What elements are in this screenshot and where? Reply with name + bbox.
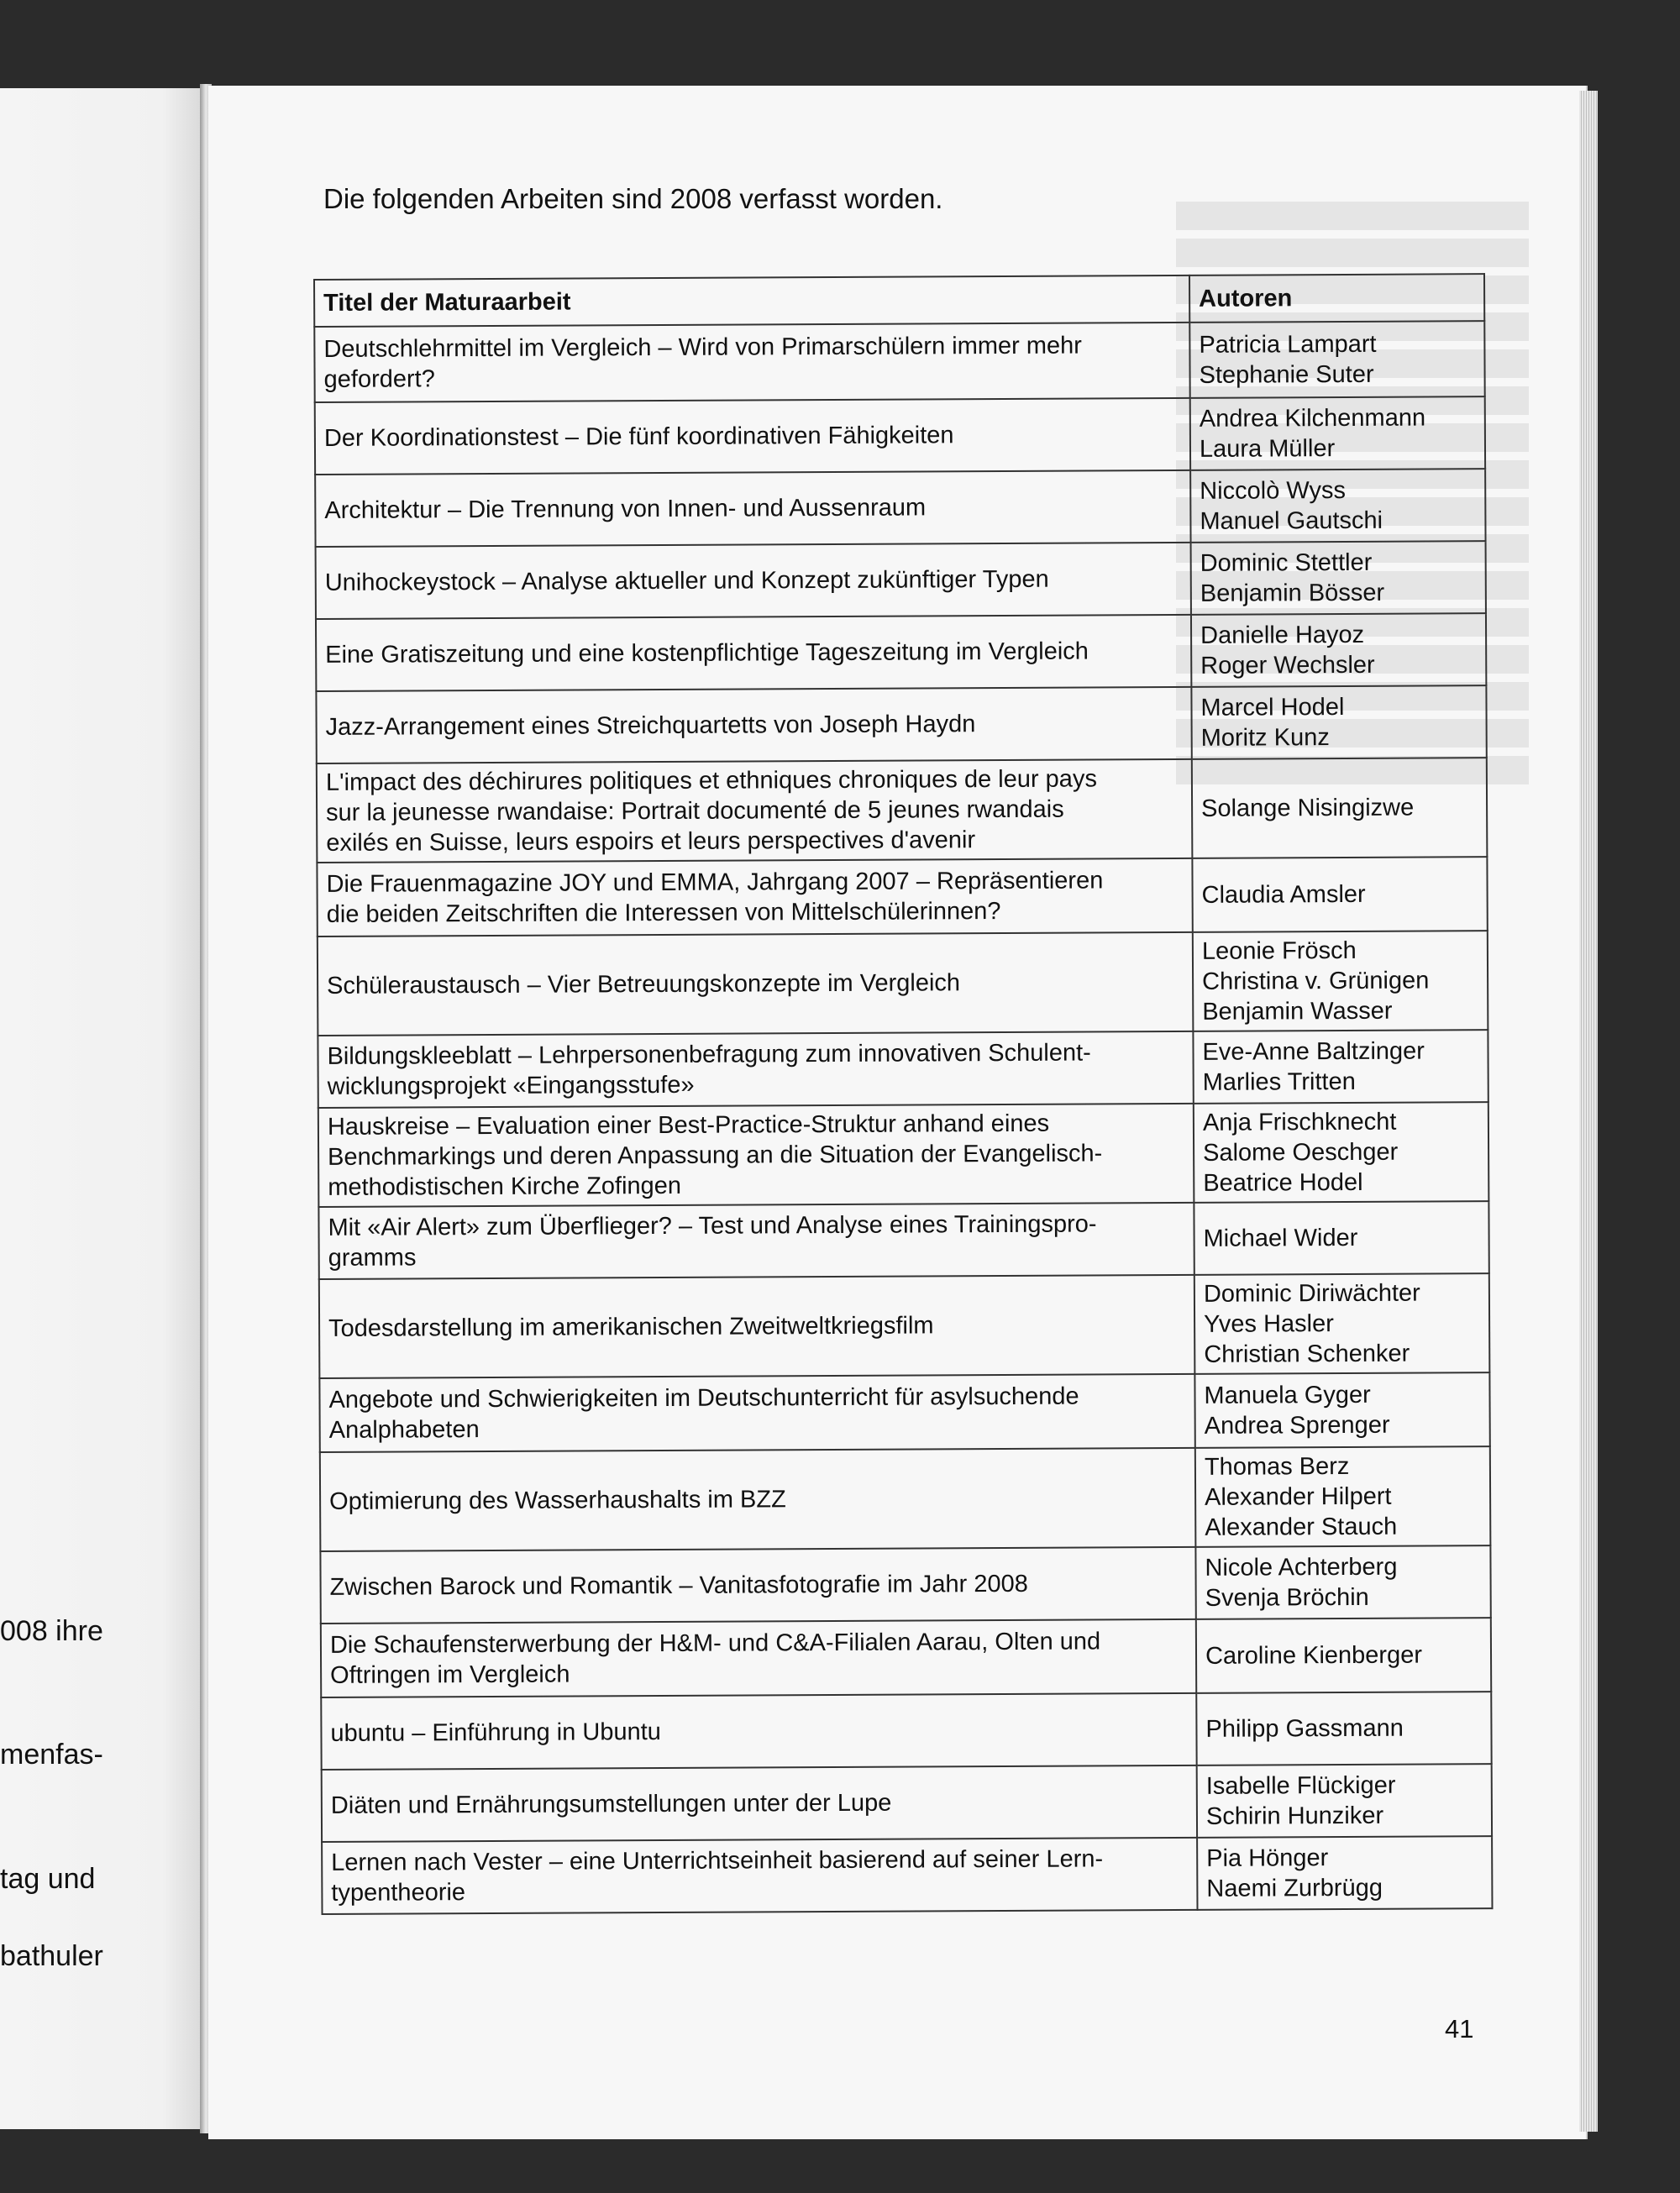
cell-title xyxy=(320,1547,1195,1624)
author-name: Alexander Hilpert xyxy=(1205,1482,1392,1511)
title-line: gramms xyxy=(328,1244,417,1272)
title-line: exilés en Suisse, leurs espoirs et leurs perspectives d'avenir xyxy=(326,826,976,857)
header-title: Titel der Maturaarbeit xyxy=(314,275,1189,327)
author-name: Thomas Berz xyxy=(1204,1452,1350,1481)
cell-title xyxy=(316,615,1191,691)
author-name: Philipp Gassmann xyxy=(1205,1714,1404,1743)
table-row xyxy=(314,321,1484,402)
cell-authors xyxy=(1194,1102,1489,1203)
author-name: Roger Wechsler xyxy=(1200,651,1375,679)
cell-title xyxy=(315,398,1190,475)
cell-title xyxy=(319,1275,1195,1378)
title-line: Lernen nach Vester – eine Unterrichtseinheit basierend auf seiner Lern- xyxy=(331,1845,1104,1876)
page-edges xyxy=(1579,91,1598,2132)
title-line: ubuntu – Einführung in Ubuntu xyxy=(330,1718,661,1747)
cell-authors xyxy=(1196,1692,1491,1765)
title-line: Der Koordinationstest – Die fünf koordinativen Fähigkeiten xyxy=(323,422,954,452)
title-line: sur la jeunesse rwandaise: Portrait documenté de 5 jeunes rwandais xyxy=(326,795,1064,826)
title-line: Jazz-Arrangement eines Streichquartetts von Joseph Haydn xyxy=(325,711,976,741)
title-line: Bildungskleeblatt – Lehrpersonenbefragung zum innovativen Schulent- xyxy=(327,1039,1091,1070)
cell-authors xyxy=(1194,1273,1490,1374)
title-line: Angebote und Schwierigkeiten im Deutschunterricht für asylsuchende xyxy=(328,1382,1079,1414)
title-line: Die Frauenmagazine JOY und EMMA, Jahrgang 2007 – Repräsentieren xyxy=(326,867,1104,898)
title-line: Analphabeten xyxy=(328,1416,480,1444)
cell-title xyxy=(322,1765,1197,1842)
cell-title xyxy=(318,932,1194,1036)
table-row xyxy=(322,1836,1492,1914)
author-name: Dominic Diriwächter xyxy=(1203,1279,1420,1308)
cell-title xyxy=(316,543,1191,619)
author-name: Benjamin Wasser xyxy=(1202,997,1393,1026)
table-row xyxy=(318,1102,1489,1207)
cell-authors xyxy=(1197,1836,1492,1910)
title-line: wicklungsprojekt «Eingangsstufe» xyxy=(327,1071,695,1100)
author-name: Pia Hönger xyxy=(1206,1844,1329,1872)
author-name: Christian Schenker xyxy=(1204,1340,1410,1368)
cell-title xyxy=(317,858,1192,936)
author-name: Stephanie Suter xyxy=(1199,360,1374,389)
author-name: Naemi Zurbrügg xyxy=(1206,1874,1383,1902)
table-row xyxy=(318,1030,1488,1108)
table-row xyxy=(319,1273,1490,1378)
cell-authors xyxy=(1191,613,1486,687)
title-line: Zwischen Barock und Romantik – Vanitasfotografie im Jahr 2008 xyxy=(329,1570,1028,1601)
table-row xyxy=(318,1201,1488,1279)
cell-authors xyxy=(1192,758,1488,858)
cell-title xyxy=(321,1619,1196,1697)
cell-title xyxy=(318,1203,1194,1279)
table-row xyxy=(320,1446,1491,1551)
cell-authors xyxy=(1196,1618,1491,1693)
cell-authors xyxy=(1194,1372,1489,1448)
cell-authors xyxy=(1190,469,1485,543)
cell-authors xyxy=(1195,1545,1490,1619)
table-row xyxy=(317,857,1487,936)
title-line: Diäten und Ernährungsumstellungen unter der Lupe xyxy=(330,1789,892,1819)
cell-authors xyxy=(1194,1201,1488,1275)
title-line: Die Schaufensterwerbung der H&M- und C&A-Filialen Aarau, Olten und xyxy=(329,1628,1101,1659)
cell-title xyxy=(320,1448,1196,1551)
table-row xyxy=(321,1618,1491,1697)
title-line: Todesdarstellung im amerikanischen Zweitweltkriegsfilm xyxy=(328,1312,934,1342)
author-name: Patricia Lampart xyxy=(1199,330,1377,359)
title-line: Schüleraustausch – Vier Betreuungskonzepte im Vergleich xyxy=(327,969,961,999)
intro-text: Die folgenden Arbeiten sind 2008 verfasst worden. xyxy=(323,183,943,214)
page-number: 41 xyxy=(1445,2014,1474,2043)
author-name: Niccolò Wyss xyxy=(1200,476,1347,505)
table-header-row xyxy=(314,274,1484,327)
author-name: Solange Nisingizwe xyxy=(1201,794,1415,822)
title-line: die beiden Zeitschriften die Interessen von Mittelschülerinnen? xyxy=(326,898,1001,928)
left-page-fragment: tag und xyxy=(0,1863,96,1895)
table-body xyxy=(314,321,1492,1914)
cell-authors xyxy=(1189,321,1484,398)
cell-authors xyxy=(1190,396,1485,470)
cell-title xyxy=(322,1838,1197,1914)
cell-title xyxy=(315,470,1190,547)
author-name: Michael Wider xyxy=(1203,1224,1358,1252)
cell-authors xyxy=(1193,931,1488,1031)
author-name: Manuela Gyger xyxy=(1204,1381,1371,1409)
cell-authors xyxy=(1191,685,1486,759)
title-line: Hauskreise – Evaluation einer Best-Practice-Struktur anhand eines xyxy=(327,1110,1050,1141)
cell-authors xyxy=(1197,1764,1492,1838)
author-name: Yves Hasler xyxy=(1204,1310,1334,1338)
author-name: Caroline Kienberger xyxy=(1205,1641,1423,1670)
matura-table xyxy=(313,273,1494,1915)
cell-authors xyxy=(1192,857,1487,932)
table-row xyxy=(320,1545,1490,1624)
table-row xyxy=(317,758,1488,863)
table-row xyxy=(319,1372,1489,1452)
title-line: Unihockeystock – Analyse aktueller und Konzept zukünftiger Typen xyxy=(324,565,1049,596)
author-name: Anja Frischknecht xyxy=(1202,1108,1397,1136)
author-name: Svenja Bröchin xyxy=(1205,1583,1369,1612)
author-name: Moritz Kunz xyxy=(1200,724,1330,752)
cell-authors xyxy=(1191,541,1486,615)
table-row xyxy=(316,541,1486,619)
cell-title xyxy=(318,1031,1193,1108)
author-name: Salome Oeschger xyxy=(1203,1138,1399,1167)
cell-title xyxy=(317,759,1193,863)
author-name: Andrea Kilchenmann xyxy=(1199,404,1426,433)
author-name: Marcel Hodel xyxy=(1200,694,1345,721)
author-name: Claudia Amsler xyxy=(1201,880,1366,909)
cell-title xyxy=(318,1104,1194,1207)
title-line: gefordert? xyxy=(323,365,435,393)
title-line: Oftringen im Vergleich xyxy=(330,1660,570,1689)
author-name: Schirin Hunziker xyxy=(1205,1802,1384,1830)
title-line: typentheorie xyxy=(331,1879,466,1907)
title-line: Architektur – Die Trennung von Innen- und Aussenraum xyxy=(324,494,927,524)
author-name: Benjamin Bösser xyxy=(1200,579,1385,607)
author-name: Leonie Frösch xyxy=(1201,936,1357,965)
title-line: Mit «Air Alert» zum Überflieger? – Test und Analyse eines Trainingspro- xyxy=(328,1210,1097,1241)
title-line: L'impact des déchirures politiques et ethniques chroniques de leur pays xyxy=(325,765,1097,796)
cell-title xyxy=(314,323,1189,402)
title-line: methodistischen Kirche Zofingen xyxy=(328,1172,682,1201)
title-line: Eine Gratiszeitung und eine kostenpflichtige Tageszeitung im Vergleich xyxy=(325,637,1089,669)
cell-title xyxy=(321,1693,1196,1770)
left-page xyxy=(0,88,203,2129)
author-name: Marlies Tritten xyxy=(1202,1068,1356,1096)
cell-title xyxy=(316,687,1191,763)
author-name: Isabelle Flückiger xyxy=(1205,1771,1396,1800)
author-name: Nicole Achterberg xyxy=(1205,1553,1398,1582)
table-row xyxy=(316,613,1486,691)
author-name: Eve-Anne Baltzinger xyxy=(1202,1037,1425,1066)
author-name: Christina v. Grünigen xyxy=(1202,967,1430,995)
author-name: Laura Müller xyxy=(1199,435,1336,463)
title-line: Benchmarkings und deren Anpassung an die Situation der Evangelisch- xyxy=(328,1140,1103,1171)
left-page-fragment: 008 ihre xyxy=(0,1615,103,1647)
author-name: Danielle Hayoz xyxy=(1200,621,1365,649)
table-row xyxy=(318,931,1488,1036)
cell-authors xyxy=(1195,1446,1491,1547)
left-page-fragment: menfas- xyxy=(0,1739,103,1771)
author-name: Beatrice Hodel xyxy=(1203,1168,1363,1197)
cell-authors xyxy=(1193,1030,1488,1104)
cell-title xyxy=(319,1374,1194,1452)
author-name: Alexander Stauch xyxy=(1205,1513,1398,1541)
header-authors: Autoren xyxy=(1189,274,1484,323)
author-name: Andrea Sprenger xyxy=(1204,1411,1390,1440)
author-name: Dominic Stettler xyxy=(1200,548,1373,577)
title-line: Optimierung des Wasserhaushalts im BZZ xyxy=(329,1486,786,1515)
table-row xyxy=(315,396,1485,475)
table-row xyxy=(321,1692,1491,1770)
author-name: Manuel Gautschi xyxy=(1200,506,1383,535)
table-row xyxy=(322,1764,1492,1842)
table-row xyxy=(315,469,1485,547)
left-page-fragment: bathuler xyxy=(0,1940,103,1972)
title-line: Deutschlehrmittel im Vergleich – Wird von Primarschülern immer mehr xyxy=(323,332,1082,363)
table-row xyxy=(316,685,1486,763)
